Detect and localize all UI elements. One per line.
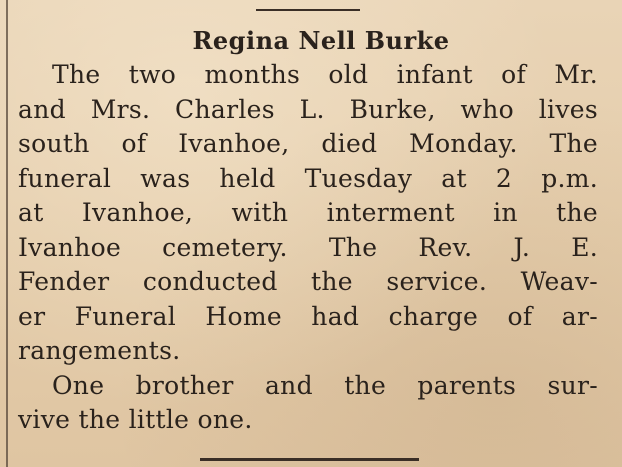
- text-line: er Funeral Home had charge of ar-: [18, 301, 598, 331]
- text-line: The two months old infant of Mr.: [52, 60, 598, 89]
- text-line: vive the little one.: [18, 405, 253, 434]
- text-line: rangements.: [18, 336, 181, 365]
- article-headline: Regina Nell Burke: [192, 26, 450, 55]
- text-line: south of Ivanhoe, died Monday. The: [18, 129, 598, 158]
- column-border: [6, 0, 8, 467]
- text-line: One brother and the parents sur-: [52, 370, 598, 400]
- paragraph-1: [18, 58, 598, 369]
- text-line: at Ivanhoe, with interment in the: [18, 198, 598, 227]
- text-line: Fender conducted the service. Weav-: [18, 267, 598, 296]
- bottom-divider-rule: [200, 458, 419, 461]
- obituary-article: [18, 24, 598, 438]
- text-line: and Mrs. Charles L. Burke, who lives: [18, 94, 598, 124]
- text-line: funeral was held Tuesday at 2 p.m.: [18, 163, 598, 193]
- top-divider-rule: [256, 9, 360, 11]
- paragraph-2: [18, 369, 598, 438]
- text-line: Ivanhoe cemetery. The Rev. J. E.: [18, 232, 598, 262]
